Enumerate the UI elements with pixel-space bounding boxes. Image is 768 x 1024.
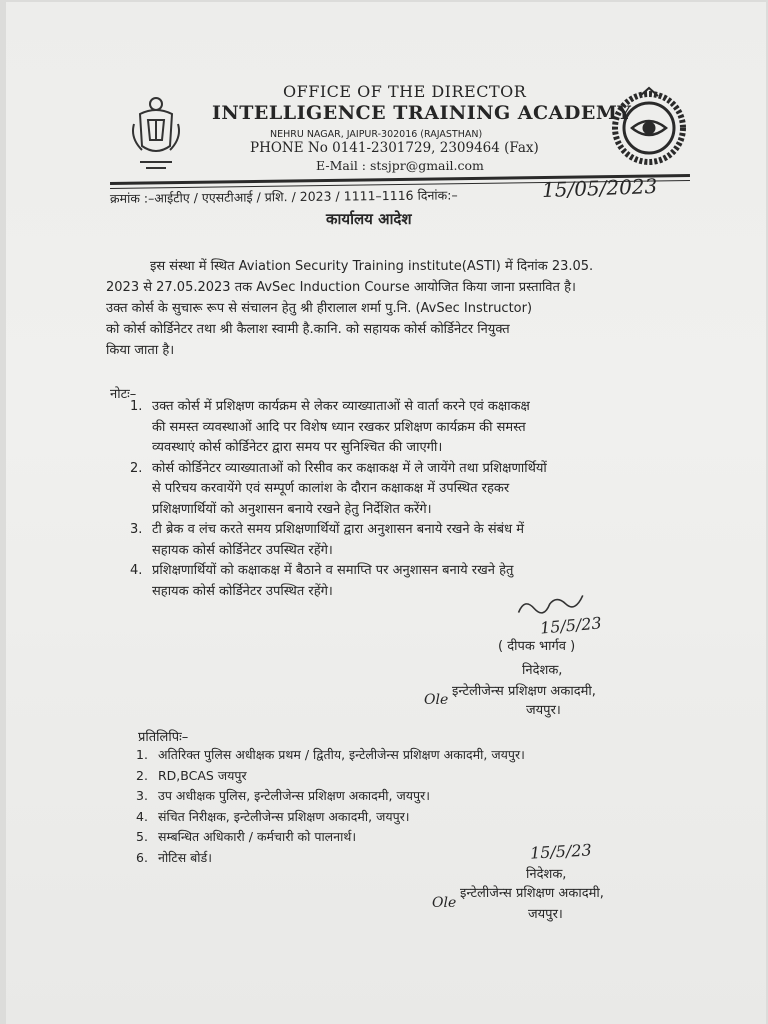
initials-2: Ole (432, 895, 457, 911)
note-line (130, 519, 524, 537)
copy-item-text: संचित निरीक्षक, इन्टेलीजेन्स प्रशिक्षण अकादमी, जयपुर। (158, 808, 410, 824)
copy-item-number: 5. (136, 829, 148, 844)
copy-item (136, 849, 212, 866)
note-line (130, 581, 333, 599)
body-line: किया जाता है। (106, 343, 175, 358)
signatory-designation-2: निदेशक, (526, 867, 567, 882)
reference-number: क्रमांक :–आईटीए / एएसटीआई / प्रशि. / 2023 / 1111–1116 दिनांक:– (109, 187, 458, 206)
copy-item-number: 3. (136, 788, 148, 803)
academy-heading: INTELLIGENCE TRAINING ACADEMY (212, 102, 632, 124)
signatory-city-2: जयपुर। (528, 907, 563, 922)
academy-seal-icon (610, 86, 688, 168)
copy-item-text: RD,BCAS जयपुर (158, 767, 247, 783)
copy-item-text: सम्बन्धित अधिकारी / कर्मचारी को पालनार्थ। (158, 829, 357, 844)
address-line: NEHRU NAGAR, JAIPUR-302016 (RAJASTHAN) (270, 129, 483, 140)
note-line-text: सहायक कोर्स कोर्डिनेटर उपस्थित रहेंगे। (152, 583, 333, 599)
signatory-name: ( दीपक भार्गव ) (498, 639, 576, 654)
note-line (130, 417, 526, 435)
body-line: इस संस्था में स्थित Aviation Security Training institute(ASTI) में दिनांक 23.05. (150, 259, 594, 274)
state-emblem-icon (126, 94, 186, 174)
signature-date: 15/5/23 (539, 613, 603, 638)
note-line-number: 1. (130, 399, 143, 414)
note-line (130, 478, 509, 496)
note-line-text: प्रशिक्षणार्थियों को कक्षाकक्ष में बैठाने व समाप्ति पर अनुशासन बनाये रखने हेतु (152, 563, 514, 578)
copy-item (136, 767, 247, 784)
body-line: 2023 से 27.05.2023 तक AvSec Induction Course आयोजित किया जाना प्रस्तावित है। (106, 280, 576, 295)
copy-item (136, 746, 525, 763)
note-line (130, 540, 333, 558)
note-line (130, 560, 513, 578)
order-title: कार्यालय आदेश (326, 210, 412, 228)
copy-item-number: 4. (136, 808, 148, 824)
note-line (130, 458, 547, 476)
note-line-number: 4. (130, 563, 143, 578)
signatory-designation: निदेशक, (522, 663, 563, 678)
copy-item-number: 2. (136, 767, 148, 783)
note-line (130, 396, 530, 414)
copy-item (136, 828, 356, 845)
copy-item-text: अतिरिक्त पुलिस अधीक्षक प्रथम / द्वितीय, इन्टेलीजेन्स प्रशिक्षण अकादमी, जयपुर। (158, 747, 525, 762)
signatory-city: जयपुर। (526, 703, 561, 718)
copy-item-number: 6. (136, 849, 148, 865)
note-label: नोटः– (110, 387, 137, 402)
body-line: उक्त कोर्स के सुचारू रूप से संचालन हेतु श्री हीरालाल शर्मा पु.नि. (AvSec Instructor) (106, 301, 533, 316)
note-line-text: सहायक कोर्स कोर्डिनेटर उपस्थित रहेंगे। (152, 542, 333, 558)
note-line-text: की समस्त व्यवस्थाओं आदि पर विशेष ध्यान रखकर प्रशिक्षण कार्यक्रम की समस्त (152, 419, 526, 435)
note-line-text: से परिचय करवायेंगे एवं सम्पूर्ण कालांश के दौरान कक्षाकक्ष में उपस्थित रहकर (152, 481, 510, 496)
signature-date-2: 15/5/23 (529, 840, 593, 863)
copy-label: प्रतिलिपिः– (138, 730, 189, 745)
handwritten-date: 15/05/2023 (541, 173, 658, 203)
note-line-text: प्रशिक्षणार्थियों को अनुशासन बनाये रखने हेतु निर्देशित करेंगे। (152, 501, 432, 517)
copy-item-text: नोटिस बोर्ड। (158, 849, 212, 865)
office-heading: OFFICE OF THE DIRECTOR (283, 82, 527, 101)
document-page (6, 2, 766, 1024)
note-line-text: टी ब्रेक व लंच करते समय प्रशिक्षणार्थियों द्वारा अनुशासन बनाये रखने के संबंध में (152, 522, 524, 537)
note-line-number: 2. (130, 460, 143, 476)
copy-item-text: उप अधीक्षक पुलिस, इन्टेलीजेन्स प्रशिक्षण अकादमी, जयपुर। (158, 788, 430, 803)
copy-item (136, 808, 410, 825)
signatory-organization-2: इन्टेलीजेन्स प्रशिक्षण अकादमी, (460, 886, 604, 901)
note-line (130, 499, 432, 517)
note-line-text: उक्त कोर्स में प्रशिक्षण कार्यक्रम से लेकर व्याख्याताओं से वार्ता करने एवं कक्षाकक्ष (152, 399, 530, 414)
note-line (130, 437, 442, 455)
initials: Ole (424, 692, 449, 708)
copy-item (136, 787, 430, 804)
signatory-organization: इन्टेलीजेन्स प्रशिक्षण अकादमी, (452, 684, 596, 699)
phone-line: PHONE No 0141-2301729, 2309464 (Fax) (250, 140, 539, 156)
note-line-text: कोर्स कोर्डिनेटर व्याख्याताओं को रिसीव कर कक्षाकक्ष में ले जायेंगे तथा प्रशिक्षणार्थियों (152, 460, 547, 476)
email-line: E-Mail : stsjpr@gmail.com (316, 158, 484, 173)
copy-item-number: 1. (136, 747, 148, 762)
note-line-number: 3. (130, 522, 143, 537)
body-line: को कोर्स कोर्डिनेटर तथा श्री कैलाश स्वामी है.कानि. को सहायक कोर्स कोर्डिनेटर नियुक्त (106, 322, 510, 337)
note-line-text: व्यवस्थाएं कोर्स कोर्डिनेटर द्वारा समय पर सुनिश्चित की जाएगी। (152, 440, 443, 455)
